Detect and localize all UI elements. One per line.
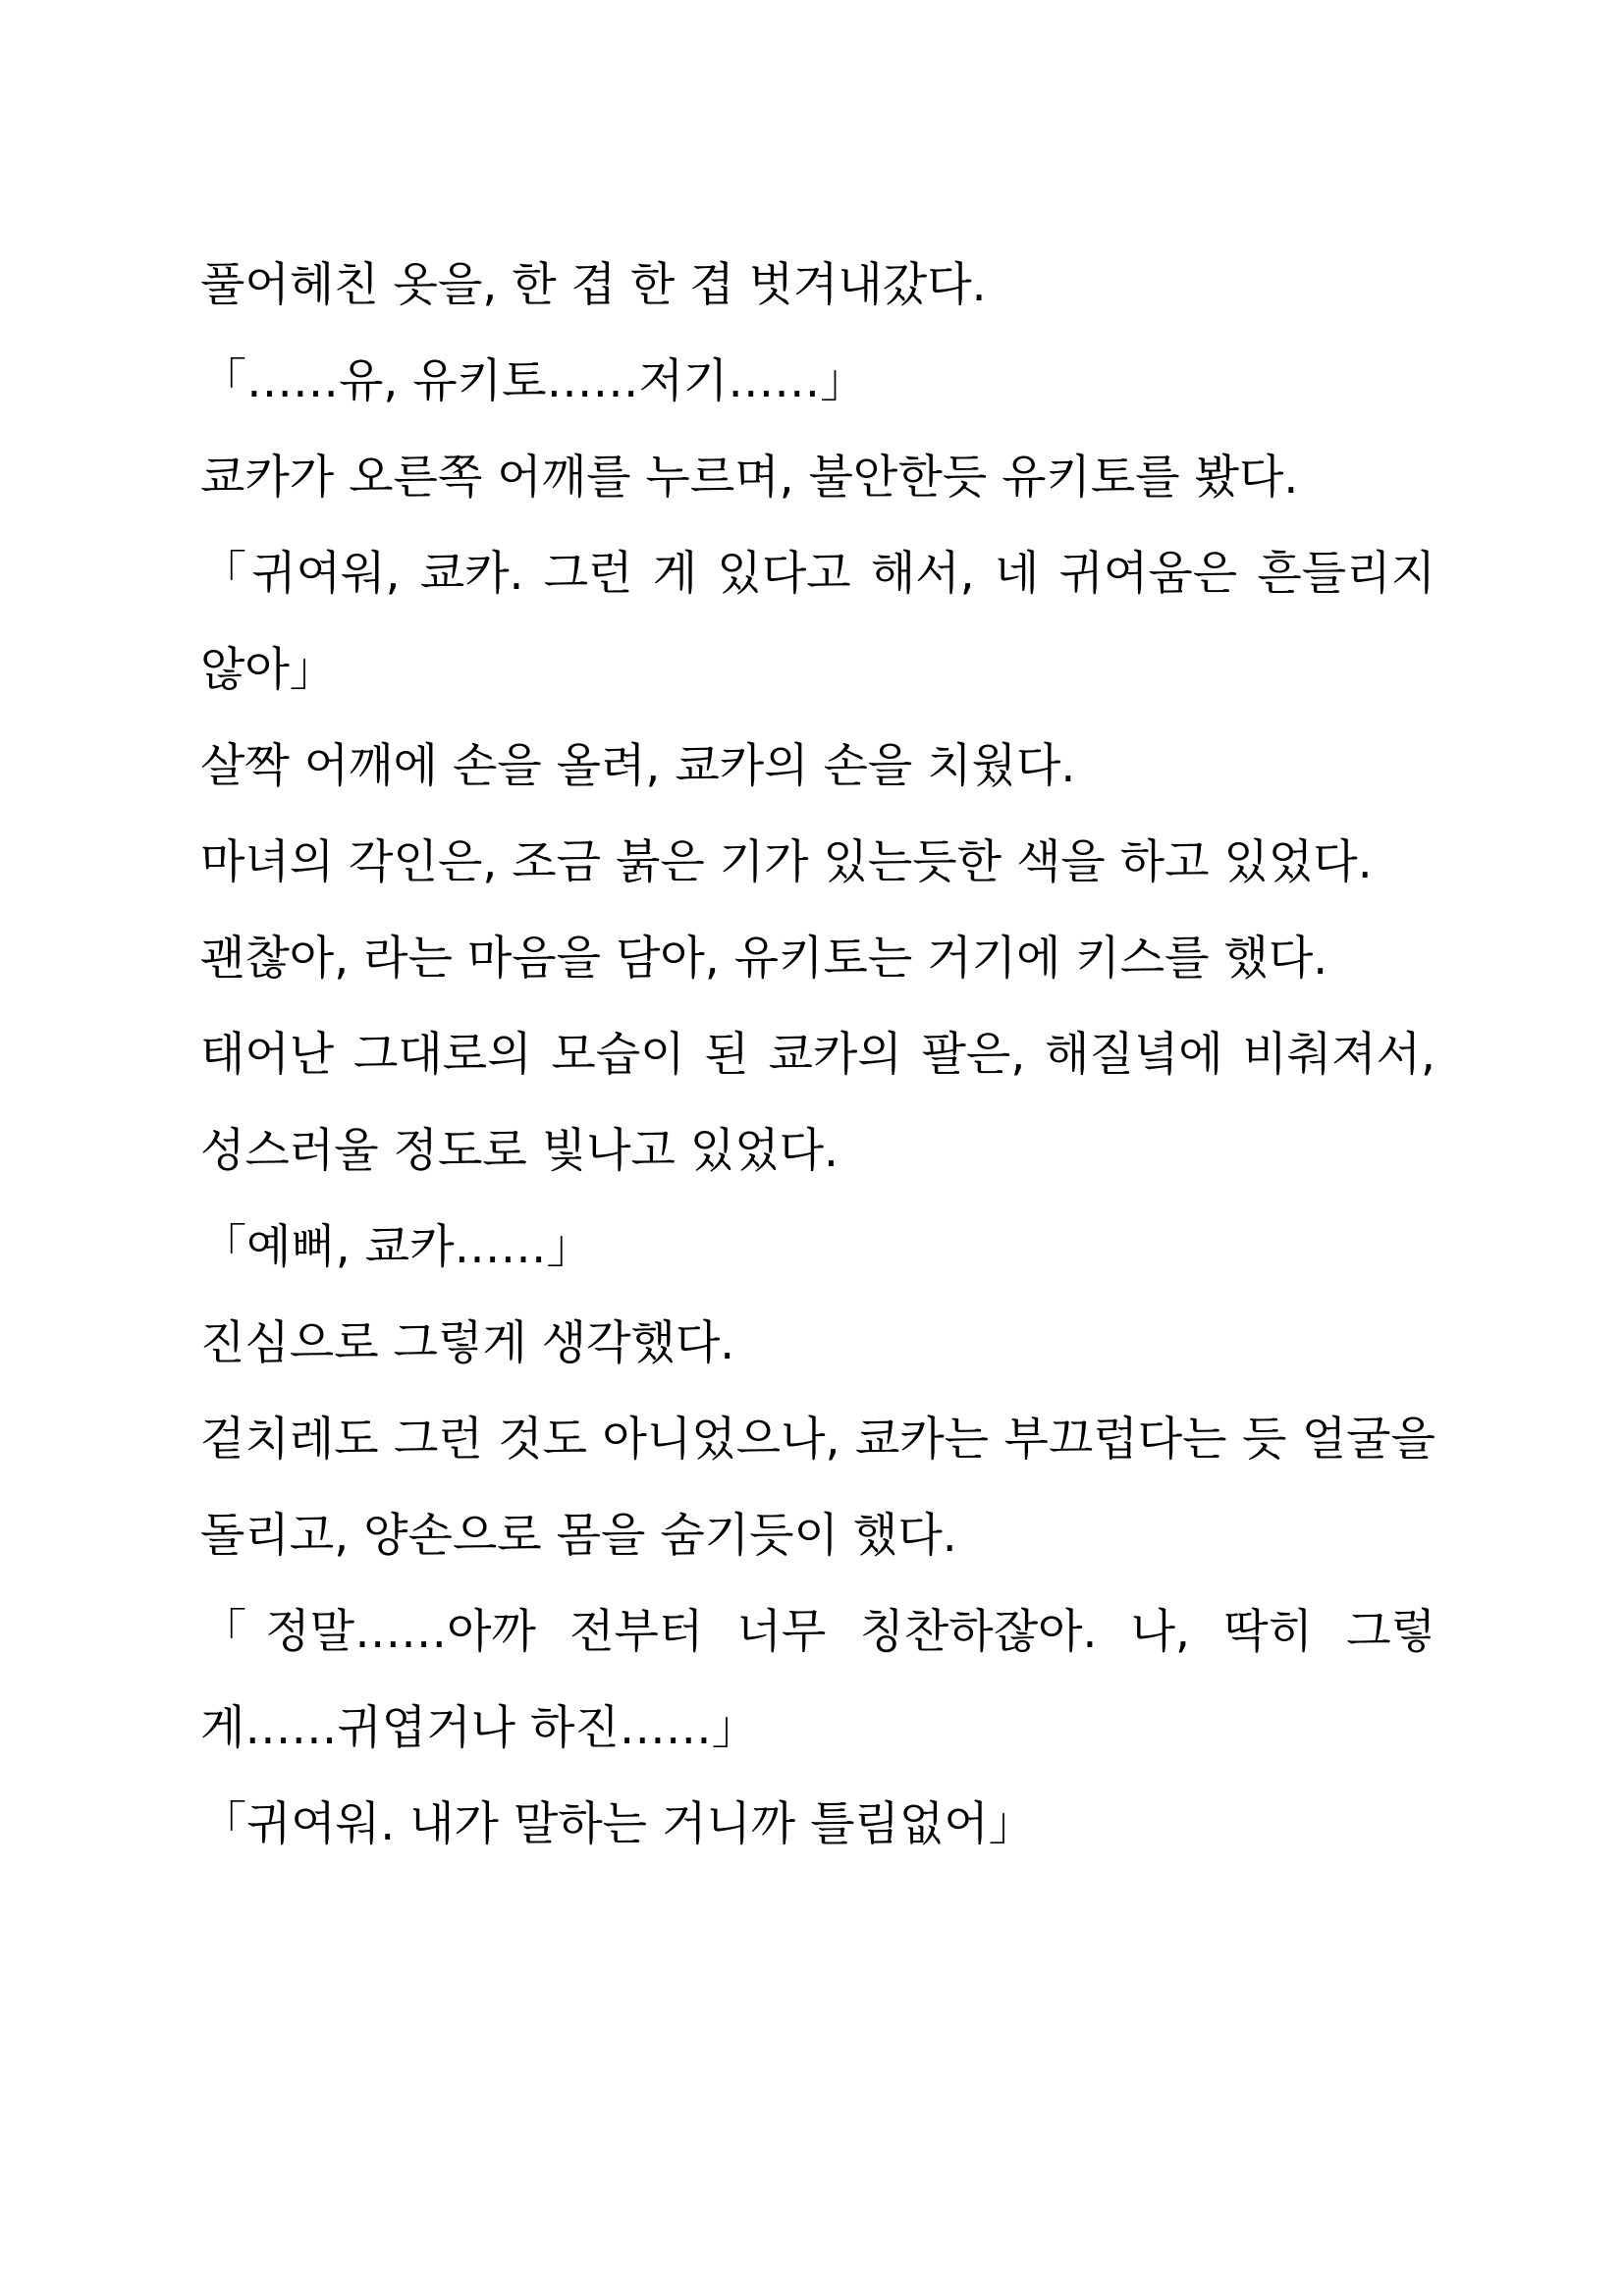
- paragraph-7: 괜찮아, 라는 마음을 담아, 유키토는 거기에 키스를 했다.: [200, 932, 1328, 986]
- paragraph-11: 겉치레도 그런 것도 아니었으나, 쿄카는 부끄럽다는 듯 얼굴을 돌리고, 양손으로 몸을 숨기듯이 했다.: [200, 1413, 1435, 1563]
- paragraph-4: 「귀여워, 쿄카. 그런 게 있다고 해서, 네 귀여움은 흔들리지 않아」: [200, 547, 1435, 697]
- paragraph-13: 「귀여워. 내가 말하는 거니까 틀림없어」: [200, 1797, 1035, 1851]
- paragraph-1: 풀어헤친 옷을, 한 겹 한 겹 벗겨내갔다.: [200, 258, 987, 312]
- paragraph-10: 진심으로 그렇게 생각했다.: [200, 1316, 735, 1370]
- paragraph-9: 「예뻐, 쿄카……」: [200, 1220, 593, 1274]
- paragraph-3: 쿄카가 오른쪽 어깨를 누르며, 불안한듯 유키토를 봤다.: [200, 451, 1299, 505]
- paragraph-5: 살짝 어깨에 손을 올려, 쿄카의 손을 치웠다.: [200, 739, 1076, 793]
- paragraph-6: 마녀의 각인은, 조금 붉은 기가 있는듯한 색을 하고 있었다.: [200, 835, 1373, 889]
- document-page: [200, 238, 1435, 1873]
- paragraph-2: 「……유, 유키토……저기……」: [200, 354, 867, 408]
- paragraph-12: 「정말……아까 전부터 너무 칭찬하잖아. 나, 딱히 그렇게……귀엽거나 하진……」: [200, 1605, 1435, 1755]
- paragraph-8: 태어난 그대로의 모습이 된 쿄카의 팔은, 해질녘에 비춰져서, 성스러울 정도로 빛나고 있었다.: [200, 1028, 1435, 1178]
